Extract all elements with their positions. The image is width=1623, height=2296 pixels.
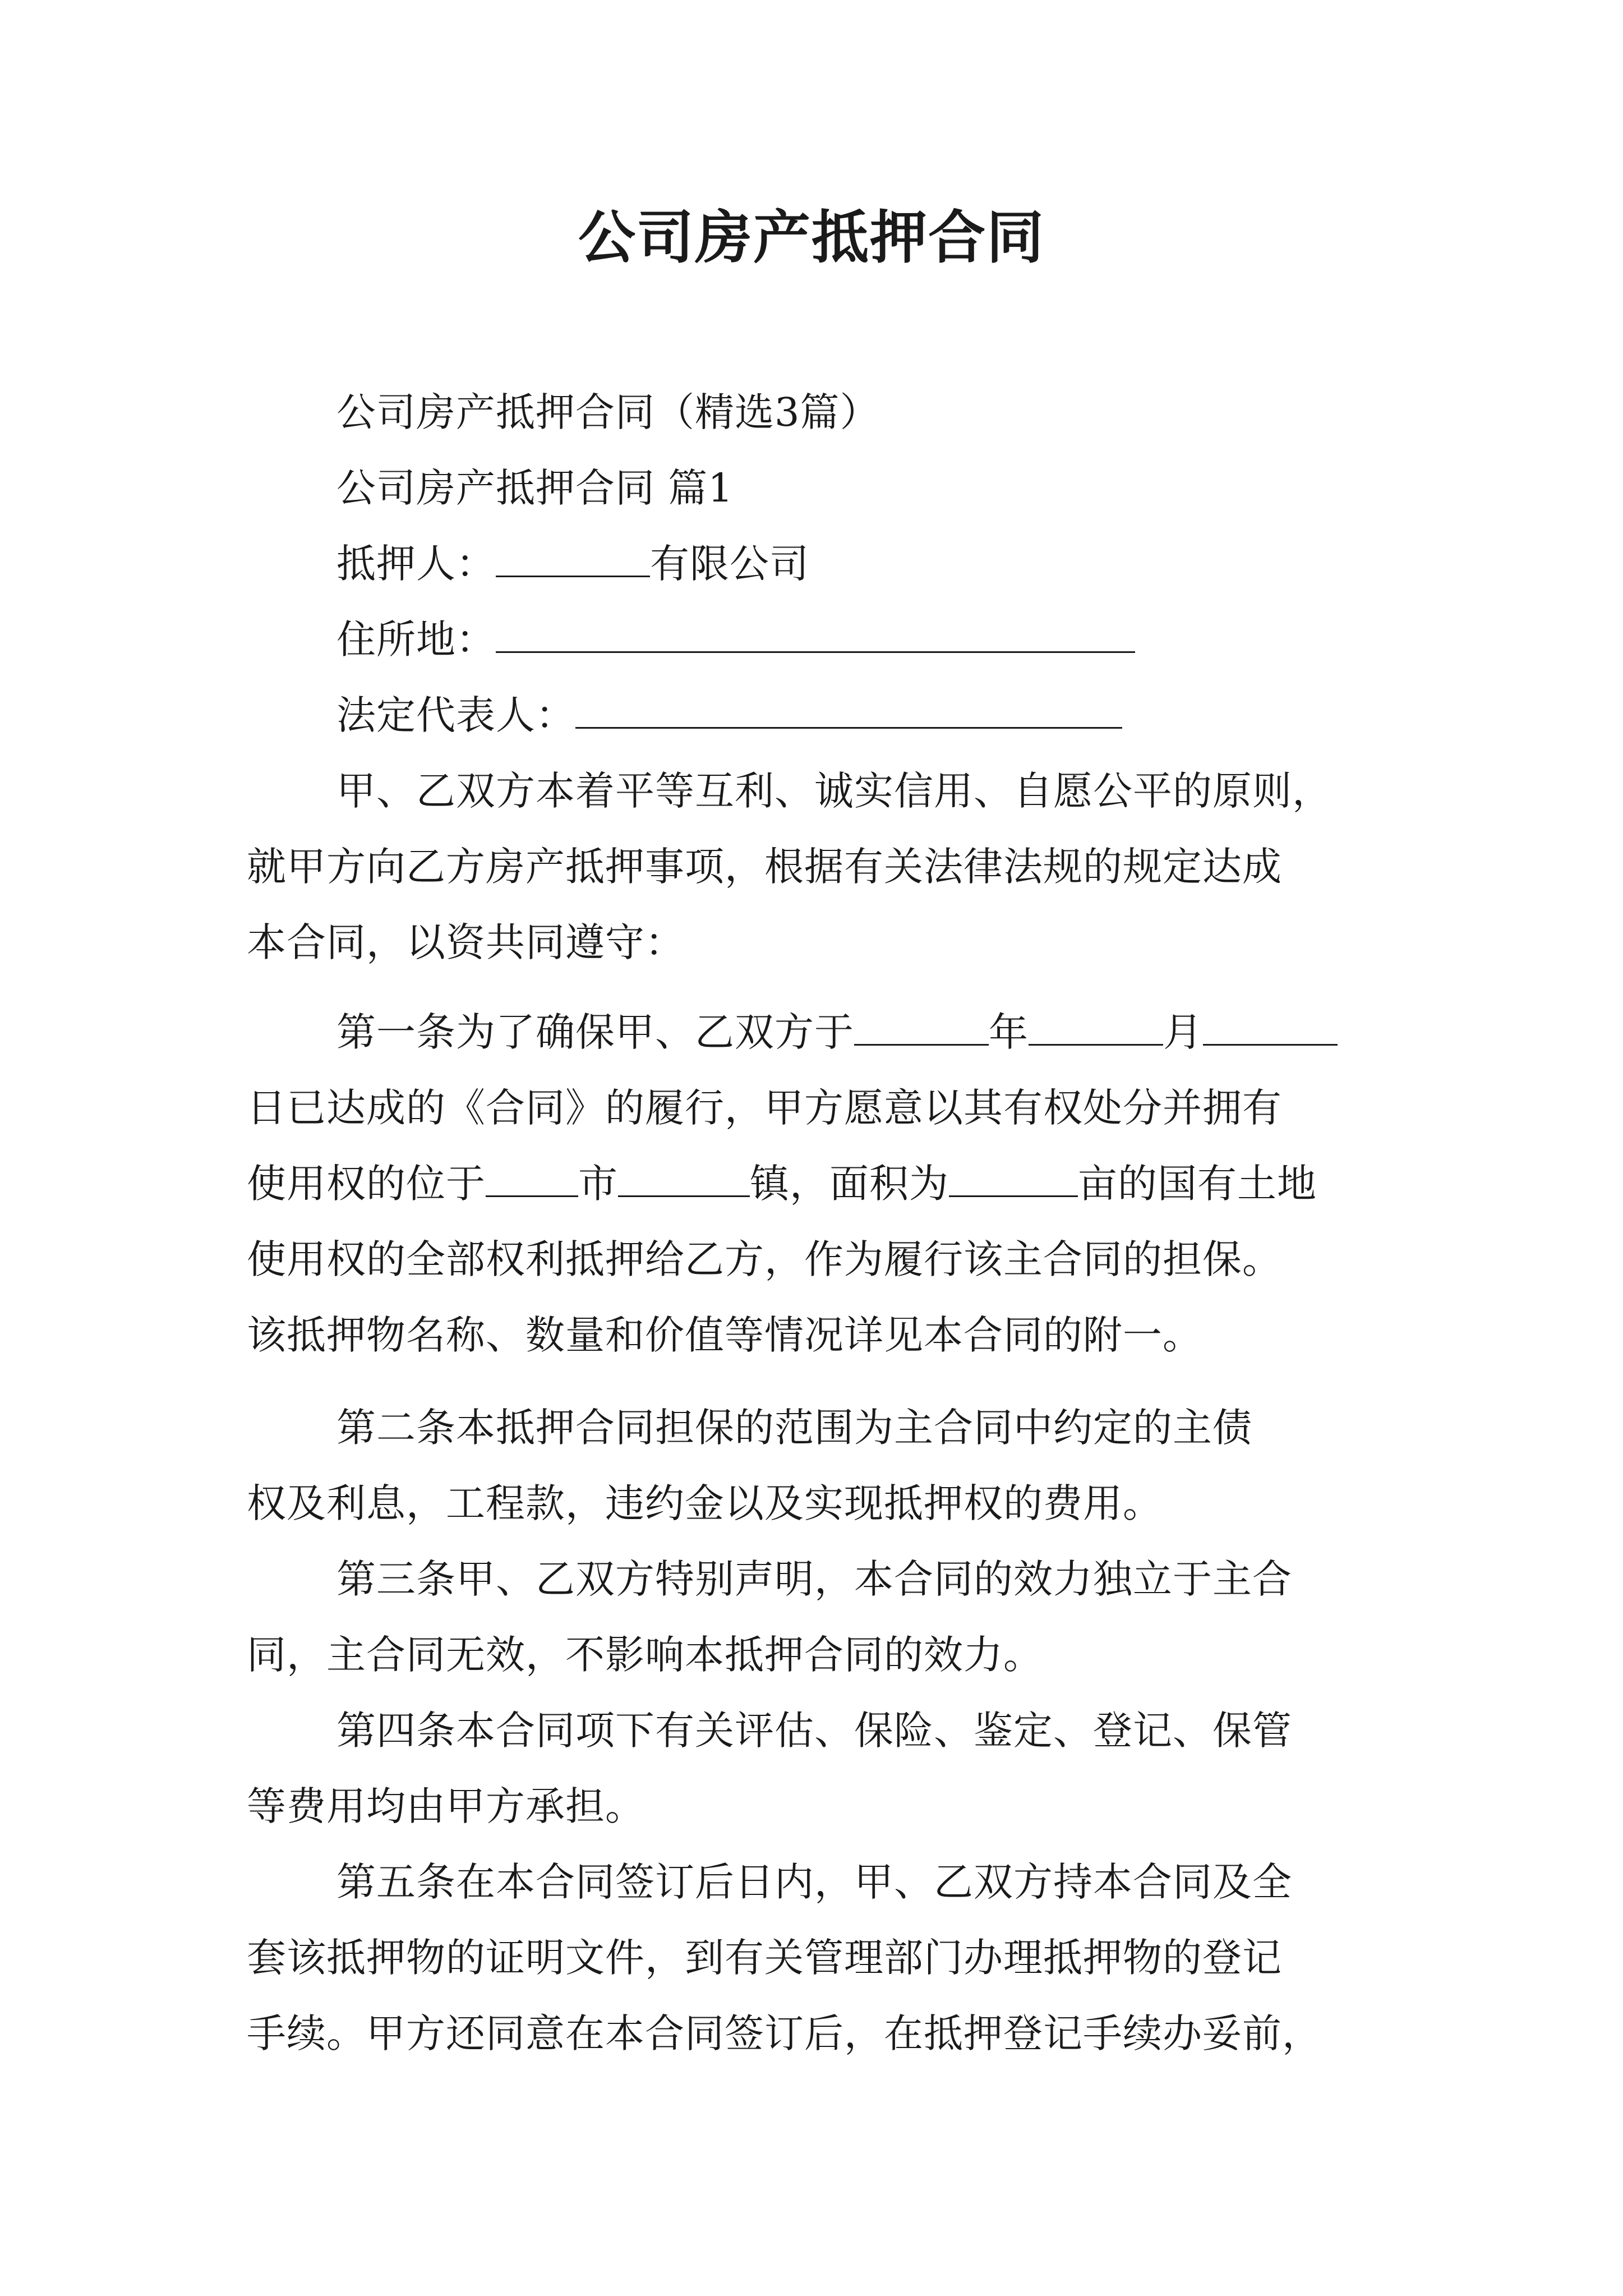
- paragraph-text: 手续。甲方还同意在本合同签订后，在抵押登记手续办妥前，: [247, 2010, 1322, 2056]
- mortgagor-suffix: 有限公司: [650, 541, 809, 587]
- town-blank: [618, 1160, 750, 1197]
- article1-line: [247, 1069, 1623, 1147]
- paragraph-text: 使用权的位于: [247, 1161, 486, 1207]
- city-blank: [486, 1160, 578, 1197]
- paragraph-text: 亩的国有土地: [1078, 1161, 1317, 1207]
- paragraph-text: 日已达成的《合同》的履行，甲方愿意以其有权处分并拥有: [247, 1085, 1282, 1131]
- article3-line: [247, 1616, 1623, 1694]
- paragraph-text: 甲、乙双方本着平等互利、诚实信用、自愿公平的原则，: [336, 768, 1332, 814]
- address-field: [336, 600, 1623, 679]
- paragraph-text: 年: [989, 1009, 1029, 1055]
- legal-rep-blank: [575, 692, 1122, 729]
- intro-line: [247, 827, 1623, 906]
- legal-rep-label: 法定代表人：: [336, 692, 575, 738]
- mortgagor-blank: [496, 540, 650, 577]
- mortgagor-field: [336, 524, 1623, 603]
- month-blank: [1029, 1009, 1163, 1046]
- article1-line: [336, 993, 1623, 1071]
- mortgagor-label: 抵押人：: [336, 541, 496, 587]
- address-label: 住所地：: [336, 616, 496, 662]
- paragraph-text: 市: [578, 1161, 618, 1207]
- paragraph-text: 套该抵押物的证明文件，到有关管理部门办理抵押物的登记: [247, 1935, 1282, 1981]
- article1-line: [247, 1220, 1623, 1299]
- article5-line: [247, 1918, 1623, 1997]
- paragraph-text: 同，主合同无效，不影响本抵押合同的效力。: [247, 1632, 1043, 1678]
- intro-line: [247, 903, 1623, 982]
- paragraph-text: 镇，面积为: [750, 1161, 949, 1207]
- paragraph-text: 第一条为了确保甲、乙双方于: [336, 1009, 854, 1055]
- paragraph-text: 使用权的全部权利抵押给乙方，作为履行该主合同的担保。: [247, 1236, 1282, 1282]
- subtitle: [336, 373, 1623, 452]
- legal-rep-field: [336, 676, 1623, 754]
- paragraph-text: 该抵押物名称、数量和价值等情况详见本合同的附一。: [247, 1312, 1202, 1358]
- article4-line: [336, 1691, 1623, 1770]
- article4-line: [247, 1767, 1623, 1846]
- section-heading-text: 公司房产抵押合同 篇1: [336, 465, 734, 511]
- article2-line: [247, 1464, 1623, 1543]
- section-heading: [336, 449, 1623, 527]
- paragraph-text: 权及利息，工程款，违约金以及实现抵押权的费用。: [247, 1480, 1163, 1526]
- year-blank: [854, 1009, 989, 1046]
- area-blank: [949, 1160, 1078, 1197]
- paragraph-text: 就甲方向乙方房产抵押事项，根据有关法律法规的规定达成: [247, 844, 1282, 890]
- paragraph-text: 第三条甲、乙双方特别声明，本合同的效力独立于主合: [336, 1556, 1292, 1602]
- article5-line: [336, 1843, 1623, 1921]
- article3-line: [336, 1540, 1623, 1618]
- day-blank: [1203, 1009, 1338, 1046]
- intro-line: [336, 752, 1623, 830]
- paragraph-text: 第五条在本合同签订后日内，甲、乙双方持本合同及全: [336, 1859, 1292, 1905]
- paragraph-text: 等费用均由甲方承担。: [247, 1783, 645, 1829]
- paragraph-text: 第四条本合同项下有关评估、保险、鉴定、登记、保管: [336, 1708, 1292, 1754]
- article1-line: [247, 1144, 1623, 1223]
- paragraph-text: 本合同，以资共同遵守：: [247, 919, 685, 965]
- subtitle-text: 公司房产抵押合同（精选3篇）: [336, 389, 880, 435]
- article5-line: [247, 1994, 1623, 2073]
- address-blank: [496, 616, 1135, 653]
- paragraph-text: 月: [1163, 1009, 1203, 1055]
- document-title: 公司房产抵押合同: [578, 205, 1045, 272]
- article1-line: [247, 1296, 1623, 1374]
- paragraph-text: 第二条本抵押合同担保的范围为主合同中约定的主债: [336, 1405, 1252, 1451]
- article2-line: [336, 1388, 1623, 1467]
